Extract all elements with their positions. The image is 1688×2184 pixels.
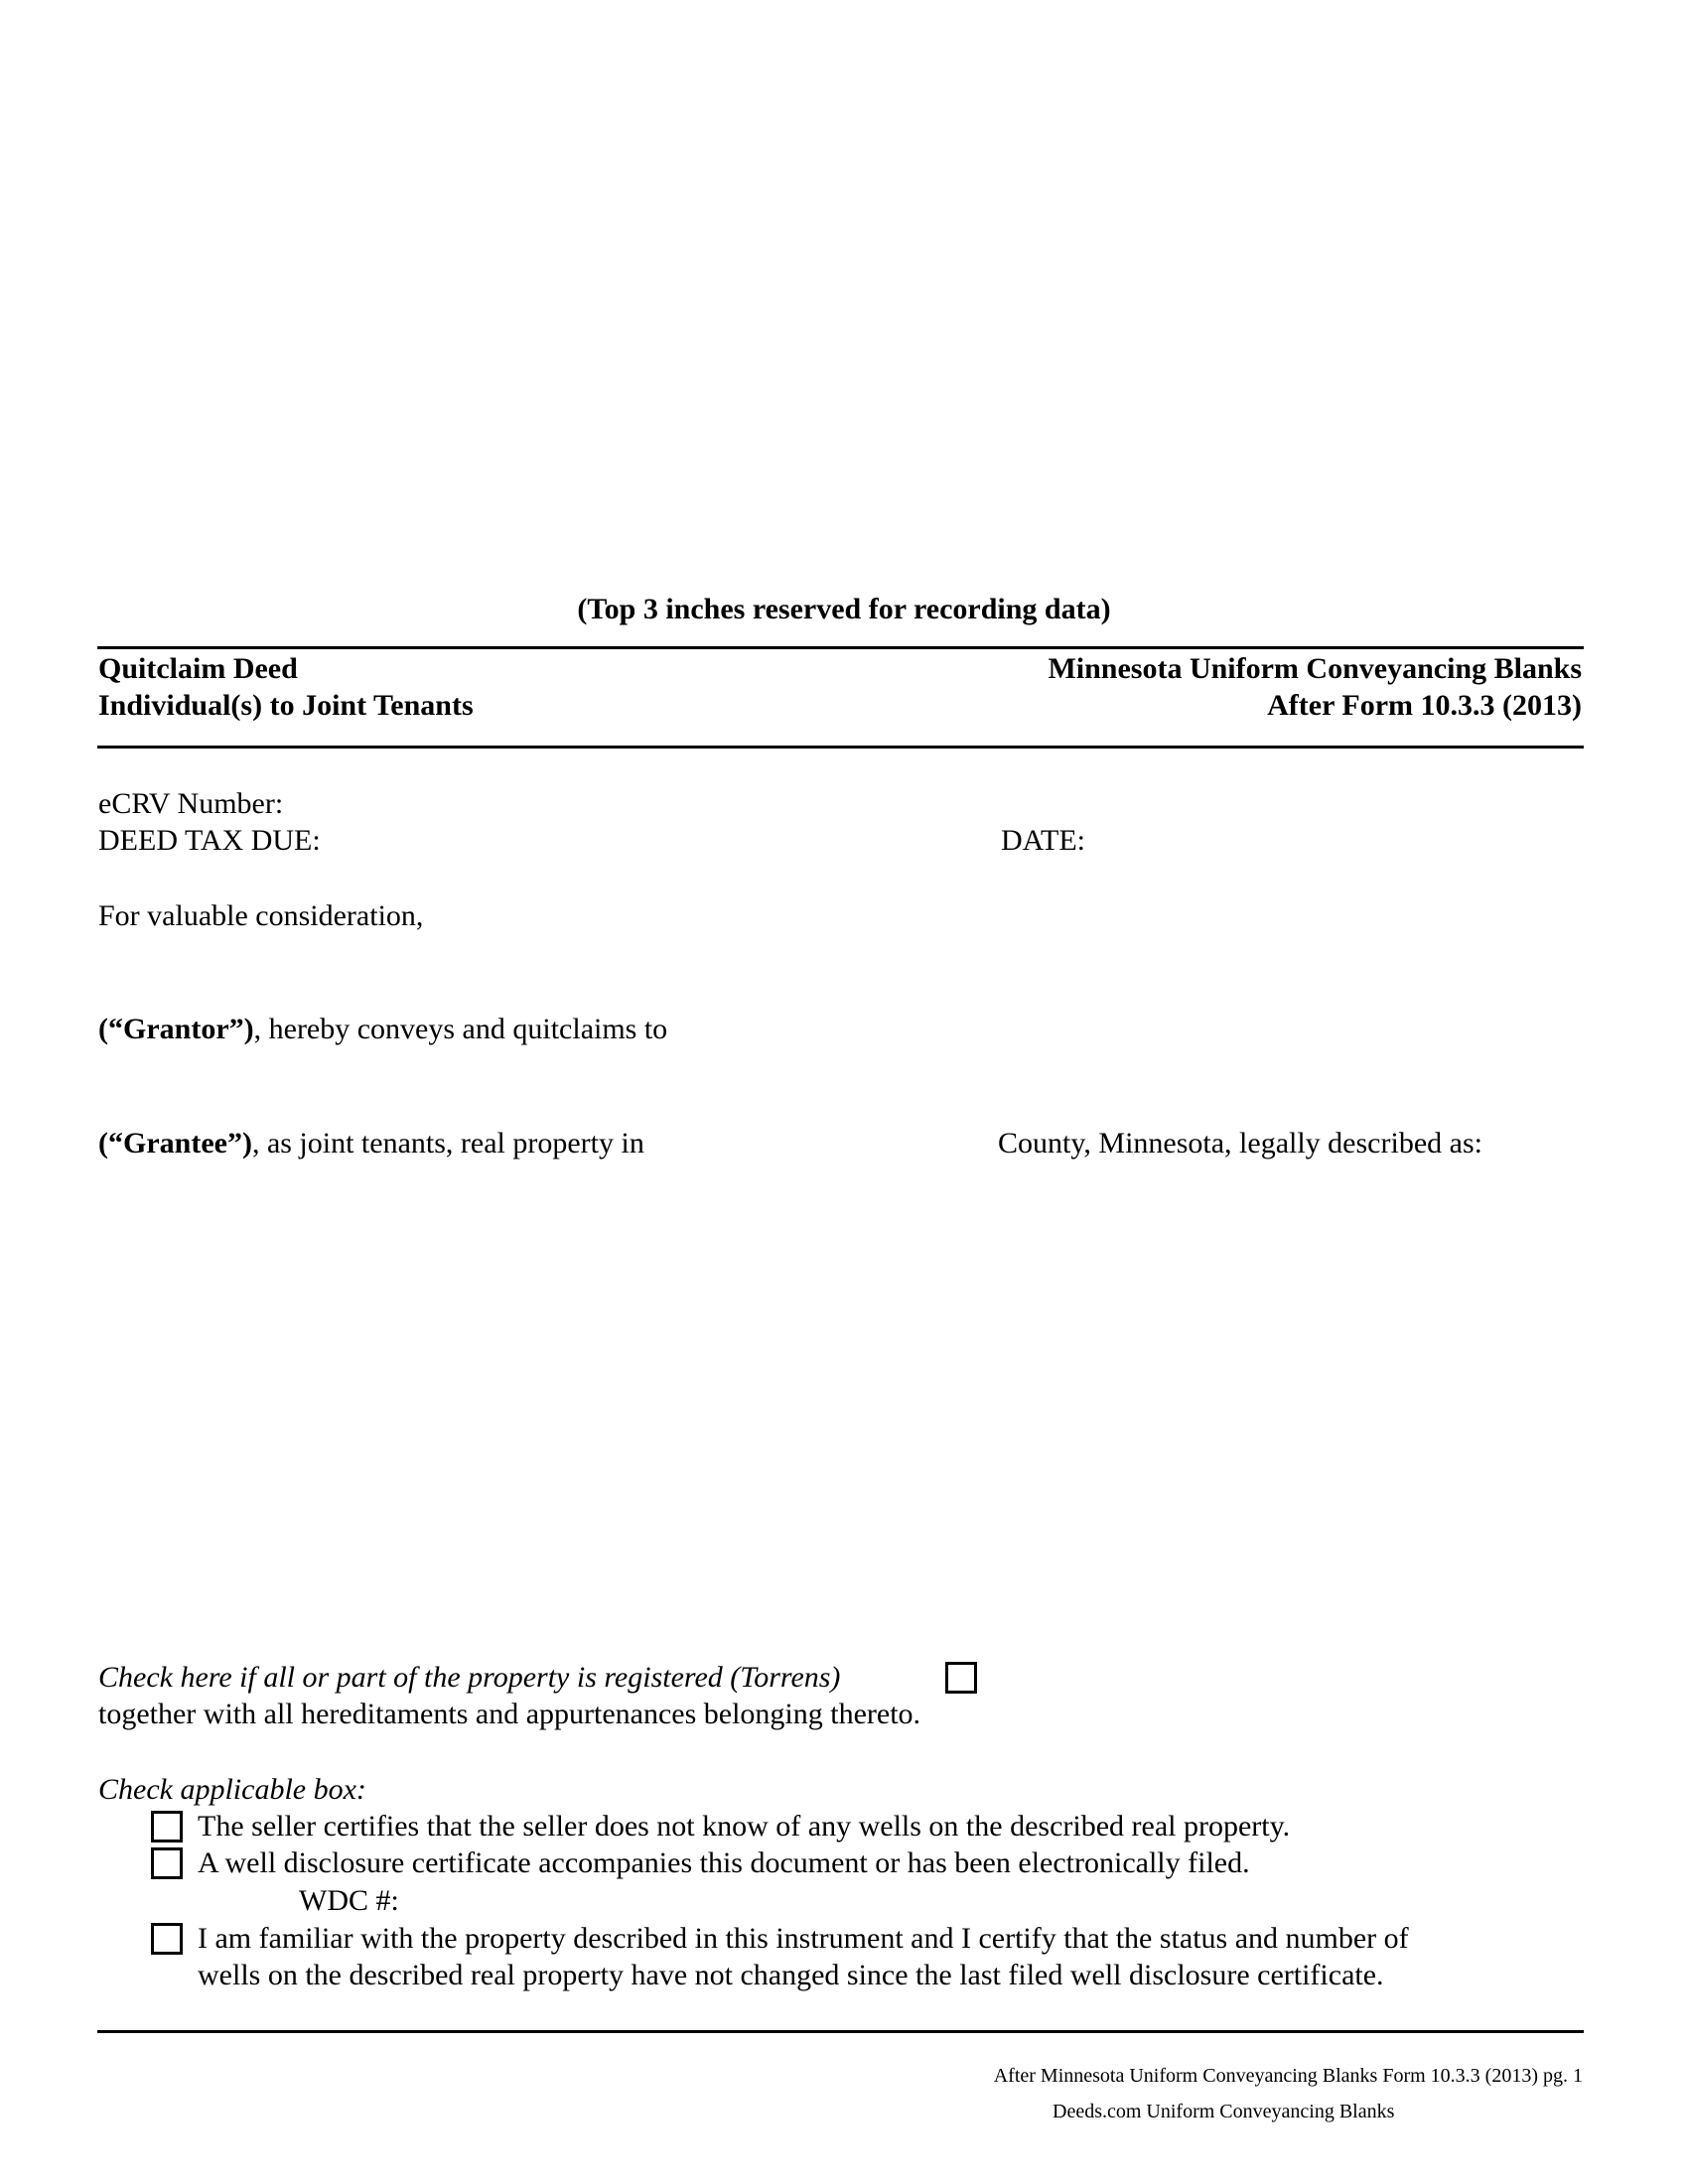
footer-form-reference: After Minnesota Uniform Conveyancing Blanks Form 10.3.3 (2013) pg. 1	[993, 2065, 1583, 2087]
grantee-term: (“Grantee”)	[98, 1127, 252, 1160]
document-subtitle: Individual(s) to Joint Tenants	[98, 689, 474, 722]
form-series: Minnesota Uniform Conveyancing Blanks	[1048, 652, 1582, 685]
wdc-number-label: WDC #:	[299, 1884, 399, 1917]
wells-heading: Check applicable box:	[98, 1773, 366, 1806]
county-text: County, Minnesota, legally described as:	[998, 1127, 1482, 1160]
grantor-text: , hereby conveys and quitclaims to	[253, 1013, 668, 1045]
ecrv-number-label: eCRV Number:	[98, 787, 284, 820]
no-wells-checkbox[interactable]	[151, 1811, 183, 1843]
status-unchanged-checkbox[interactable]	[151, 1923, 183, 1955]
header-top-rule	[97, 646, 1584, 649]
grantor-clause	[98, 1012, 667, 1047]
form-number: After Form 10.3.3 (2013)	[1267, 689, 1582, 722]
well-certificate-text: A well disclosure certificate accompanies this document or has been electronically filed.	[198, 1846, 1250, 1879]
deed-tax-due-label: DEED TAX DUE:	[98, 824, 321, 857]
reserved-note: (Top 3 inches reserved for recording data)	[577, 593, 1111, 625]
status-unchanged-text-line2: wells on the described real property have not changed since the last filed well disclosure certificate.	[198, 1959, 1384, 1991]
grantor-term: (“Grantor”)	[98, 1013, 254, 1045]
well-certificate-checkbox[interactable]	[151, 1847, 183, 1879]
hereditaments-text: together with all hereditaments and appurtenances belonging thereto.	[98, 1698, 921, 1730]
status-unchanged-text-line1: I am familiar with the property described in this instrument and I certify that the status and number of	[198, 1922, 1409, 1955]
grantee-clause	[98, 1126, 644, 1161]
consideration-text: For valuable consideration,	[98, 899, 424, 932]
grantee-text: , as joint tenants, real property in	[251, 1127, 644, 1160]
document-title: Quitclaim Deed	[98, 652, 298, 685]
torrens-label: Check here if all or part of the property is registered (Torrens)	[98, 1661, 841, 1694]
torrens-checkbox[interactable]	[945, 1662, 977, 1694]
date-label: DATE:	[1001, 824, 1085, 857]
footer-rule	[97, 2030, 1584, 2033]
header-bottom-rule	[97, 746, 1584, 749]
footer-source: Deeds.com Uniform Conveyancing Blanks	[1053, 2101, 1395, 2122]
no-wells-text: The seller certifies that the seller does not know of any wells on the described real property.	[198, 1810, 1291, 1843]
